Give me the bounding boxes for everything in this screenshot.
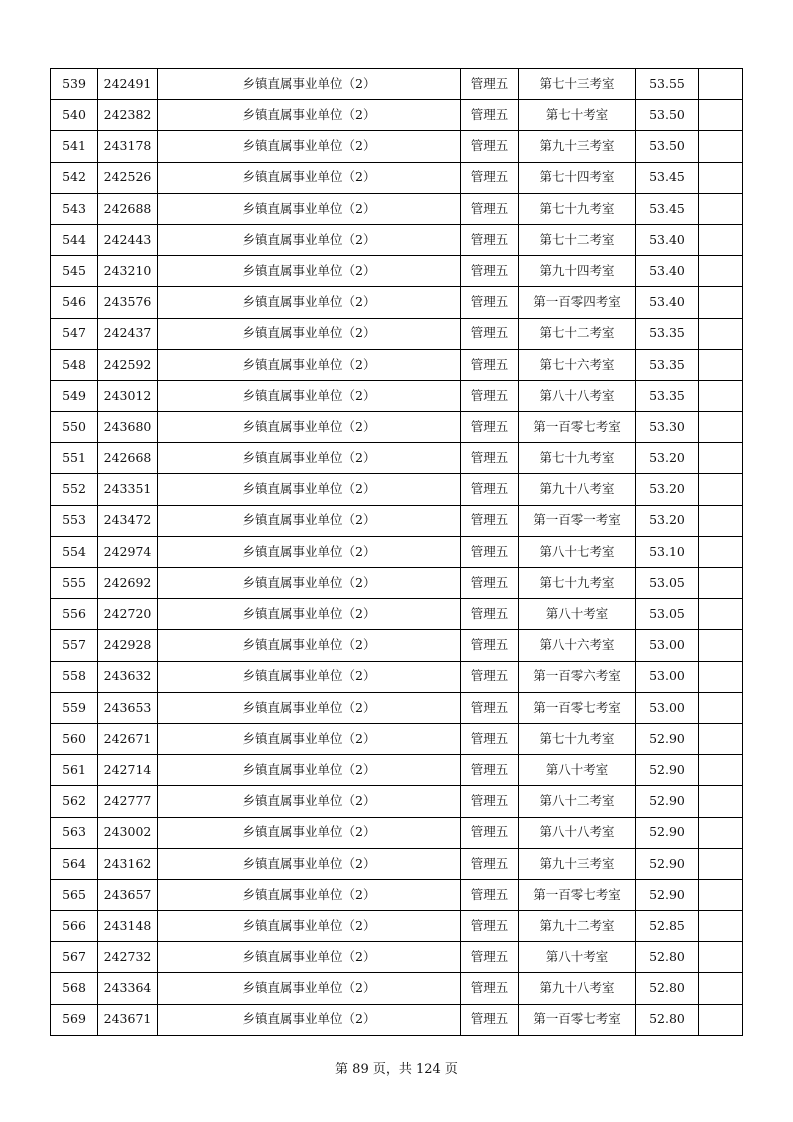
cell-score: 53.05 (636, 568, 699, 599)
cell-serial-number: 565 (51, 879, 98, 910)
table-row (51, 942, 743, 973)
cell-unit: 乡镇直属事业单位（2） (158, 318, 461, 349)
table-row (51, 131, 743, 162)
cell-score: 52.80 (636, 973, 699, 1004)
cell-exam-room: 第七十三考室 (519, 69, 636, 100)
score-table-container (50, 68, 743, 1036)
cell-serial-number: 550 (51, 412, 98, 443)
table-row (51, 256, 743, 287)
cell-serial-number: 548 (51, 349, 98, 380)
cell-exam-id: 243210 (98, 256, 158, 287)
cell-note (699, 443, 743, 474)
cell-score: 53.40 (636, 224, 699, 255)
cell-serial-number: 569 (51, 1004, 98, 1035)
cell-exam-room: 第九十三考室 (519, 131, 636, 162)
cell-unit: 乡镇直属事业单位（2） (158, 412, 461, 443)
cell-position: 管理五 (461, 536, 519, 567)
cell-exam-id: 242974 (98, 536, 158, 567)
cell-note (699, 723, 743, 754)
cell-unit: 乡镇直属事业单位（2） (158, 100, 461, 131)
cell-serial-number: 546 (51, 287, 98, 318)
cell-exam-room: 第一百零六考室 (519, 661, 636, 692)
cell-serial-number: 554 (51, 536, 98, 567)
cell-exam-room: 第八十七考室 (519, 536, 636, 567)
cell-exam-room: 第八十考室 (519, 942, 636, 973)
cell-position: 管理五 (461, 755, 519, 786)
cell-note (699, 786, 743, 817)
cell-position: 管理五 (461, 1004, 519, 1035)
cell-serial-number: 541 (51, 131, 98, 162)
cell-serial-number: 551 (51, 443, 98, 474)
cell-score: 52.90 (636, 848, 699, 879)
cell-serial-number: 552 (51, 474, 98, 505)
cell-note (699, 817, 743, 848)
cell-exam-id: 242671 (98, 723, 158, 754)
cell-unit: 乡镇直属事业单位（2） (158, 630, 461, 661)
cell-score: 53.50 (636, 131, 699, 162)
table-row (51, 193, 743, 224)
cell-exam-id: 242668 (98, 443, 158, 474)
cell-exam-id: 243148 (98, 911, 158, 942)
cell-exam-room: 第一百零七考室 (519, 692, 636, 723)
cell-score: 53.20 (636, 474, 699, 505)
cell-exam-room: 第八十二考室 (519, 786, 636, 817)
cell-score: 53.45 (636, 162, 699, 193)
cell-score: 52.80 (636, 1004, 699, 1035)
cell-exam-id: 242692 (98, 568, 158, 599)
cell-position: 管理五 (461, 848, 519, 879)
cell-serial-number: 558 (51, 661, 98, 692)
table-row (51, 287, 743, 318)
cell-note (699, 224, 743, 255)
cell-score: 53.50 (636, 100, 699, 131)
table-row (51, 380, 743, 411)
cell-position: 管理五 (461, 443, 519, 474)
cell-exam-room: 第七十四考室 (519, 162, 636, 193)
table-row (51, 162, 743, 193)
cell-score: 53.20 (636, 505, 699, 536)
cell-serial-number: 567 (51, 942, 98, 973)
cell-position: 管理五 (461, 786, 519, 817)
cell-exam-id: 243351 (98, 474, 158, 505)
cell-exam-room: 第七十二考室 (519, 318, 636, 349)
cell-position: 管理五 (461, 287, 519, 318)
cell-position: 管理五 (461, 256, 519, 287)
cell-position: 管理五 (461, 474, 519, 505)
cell-score: 52.90 (636, 755, 699, 786)
cell-exam-id: 242437 (98, 318, 158, 349)
cell-exam-id: 243364 (98, 973, 158, 1004)
cell-serial-number: 561 (51, 755, 98, 786)
cell-exam-room: 第八十八考室 (519, 817, 636, 848)
table-row (51, 786, 743, 817)
cell-score: 52.90 (636, 817, 699, 848)
cell-exam-id: 243178 (98, 131, 158, 162)
cell-serial-number: 540 (51, 100, 98, 131)
cell-position: 管理五 (461, 162, 519, 193)
cell-note (699, 256, 743, 287)
cell-exam-room: 第九十八考室 (519, 474, 636, 505)
cell-unit: 乡镇直属事业单位（2） (158, 755, 461, 786)
cell-exam-room: 第八十八考室 (519, 380, 636, 411)
cell-position: 管理五 (461, 349, 519, 380)
cell-unit: 乡镇直属事业单位（2） (158, 349, 461, 380)
cell-position: 管理五 (461, 879, 519, 910)
cell-exam-room: 第七十六考室 (519, 349, 636, 380)
cell-note (699, 630, 743, 661)
cell-note (699, 131, 743, 162)
table-row (51, 505, 743, 536)
cell-serial-number: 543 (51, 193, 98, 224)
cell-position: 管理五 (461, 412, 519, 443)
cell-serial-number: 555 (51, 568, 98, 599)
table-row (51, 568, 743, 599)
cell-unit: 乡镇直属事业单位（2） (158, 1004, 461, 1035)
cell-score: 52.80 (636, 942, 699, 973)
cell-exam-id: 243680 (98, 412, 158, 443)
cell-exam-id: 242526 (98, 162, 158, 193)
cell-exam-id: 242777 (98, 786, 158, 817)
page-footer: 第 89 页，共 124 页 (335, 1062, 458, 1077)
cell-unit: 乡镇直属事业单位（2） (158, 723, 461, 754)
cell-score: 53.05 (636, 599, 699, 630)
cell-position: 管理五 (461, 193, 519, 224)
cell-position: 管理五 (461, 505, 519, 536)
cell-exam-id: 242732 (98, 942, 158, 973)
cell-note (699, 942, 743, 973)
cell-position: 管理五 (461, 568, 519, 599)
cell-unit: 乡镇直属事业单位（2） (158, 193, 461, 224)
table-row (51, 817, 743, 848)
cell-score: 53.10 (636, 536, 699, 567)
cell-unit: 乡镇直属事业单位（2） (158, 786, 461, 817)
cell-serial-number: 559 (51, 692, 98, 723)
table-row (51, 848, 743, 879)
cell-exam-room: 第九十三考室 (519, 848, 636, 879)
cell-exam-id: 243162 (98, 848, 158, 879)
table-body (51, 69, 743, 1036)
cell-serial-number: 563 (51, 817, 98, 848)
cell-note (699, 287, 743, 318)
cell-exam-id: 243472 (98, 505, 158, 536)
table-row (51, 723, 743, 754)
cell-unit: 乡镇直属事业单位（2） (158, 536, 461, 567)
cell-unit: 乡镇直属事业单位（2） (158, 568, 461, 599)
table-row (51, 349, 743, 380)
table-row (51, 318, 743, 349)
cell-unit: 乡镇直属事业单位（2） (158, 380, 461, 411)
cell-exam-id: 243012 (98, 380, 158, 411)
cell-score: 53.40 (636, 256, 699, 287)
cell-unit: 乡镇直属事业单位（2） (158, 224, 461, 255)
cell-exam-room: 第七十二考室 (519, 224, 636, 255)
cell-exam-room: 第七十九考室 (519, 193, 636, 224)
cell-position: 管理五 (461, 817, 519, 848)
cell-exam-id: 242443 (98, 224, 158, 255)
cell-note (699, 1004, 743, 1035)
cell-score: 52.90 (636, 879, 699, 910)
score-table (50, 68, 743, 1036)
cell-position: 管理五 (461, 69, 519, 100)
cell-unit: 乡镇直属事业单位（2） (158, 599, 461, 630)
cell-note (699, 69, 743, 100)
cell-note (699, 536, 743, 567)
table-row (51, 1004, 743, 1035)
cell-exam-room: 第一百零七考室 (519, 879, 636, 910)
cell-unit: 乡镇直属事业单位（2） (158, 474, 461, 505)
cell-exam-id: 243653 (98, 692, 158, 723)
table-row (51, 443, 743, 474)
cell-exam-room: 第八十六考室 (519, 630, 636, 661)
cell-unit: 乡镇直属事业单位（2） (158, 287, 461, 318)
table-row (51, 69, 743, 100)
cell-exam-room: 第一百零四考室 (519, 287, 636, 318)
cell-exam-id: 242382 (98, 100, 158, 131)
table-row (51, 630, 743, 661)
cell-unit: 乡镇直属事业单位（2） (158, 131, 461, 162)
cell-unit: 乡镇直属事业单位（2） (158, 661, 461, 692)
cell-exam-id: 242928 (98, 630, 158, 661)
cell-exam-room: 第七十考室 (519, 100, 636, 131)
cell-position: 管理五 (461, 661, 519, 692)
cell-position: 管理五 (461, 942, 519, 973)
cell-score: 52.90 (636, 786, 699, 817)
cell-position: 管理五 (461, 599, 519, 630)
table-row (51, 692, 743, 723)
cell-serial-number: 566 (51, 911, 98, 942)
cell-exam-id: 243576 (98, 287, 158, 318)
cell-position: 管理五 (461, 723, 519, 754)
cell-score: 53.55 (636, 69, 699, 100)
cell-score: 53.30 (636, 412, 699, 443)
cell-exam-id: 242720 (98, 599, 158, 630)
cell-serial-number: 560 (51, 723, 98, 754)
cell-score: 53.40 (636, 287, 699, 318)
cell-unit: 乡镇直属事业单位（2） (158, 505, 461, 536)
cell-score: 53.00 (636, 692, 699, 723)
cell-exam-room: 第九十四考室 (519, 256, 636, 287)
cell-exam-room: 第一百零一考室 (519, 505, 636, 536)
table-row (51, 661, 743, 692)
table-row (51, 911, 743, 942)
table-row (51, 224, 743, 255)
cell-unit: 乡镇直属事业单位（2） (158, 879, 461, 910)
cell-note (699, 755, 743, 786)
cell-exam-room: 第七十九考室 (519, 443, 636, 474)
cell-score: 53.35 (636, 318, 699, 349)
cell-exam-id: 243002 (98, 817, 158, 848)
cell-score: 53.00 (636, 661, 699, 692)
cell-note (699, 911, 743, 942)
cell-position: 管理五 (461, 318, 519, 349)
cell-score: 53.45 (636, 193, 699, 224)
cell-note (699, 661, 743, 692)
cell-unit: 乡镇直属事业单位（2） (158, 69, 461, 100)
table-row (51, 599, 743, 630)
cell-note (699, 193, 743, 224)
cell-exam-id: 243657 (98, 879, 158, 910)
cell-note (699, 349, 743, 380)
table-row (51, 973, 743, 1004)
cell-exam-room: 第一百零七考室 (519, 412, 636, 443)
cell-unit: 乡镇直属事业单位（2） (158, 692, 461, 723)
cell-unit: 乡镇直属事业单位（2） (158, 848, 461, 879)
cell-unit: 乡镇直属事业单位（2） (158, 911, 461, 942)
cell-unit: 乡镇直属事业单位（2） (158, 973, 461, 1004)
cell-exam-id: 243632 (98, 661, 158, 692)
cell-note (699, 973, 743, 1004)
cell-position: 管理五 (461, 224, 519, 255)
cell-serial-number: 544 (51, 224, 98, 255)
cell-exam-id: 242688 (98, 193, 158, 224)
cell-unit: 乡镇直属事业单位（2） (158, 256, 461, 287)
cell-note (699, 879, 743, 910)
cell-exam-id: 242714 (98, 755, 158, 786)
cell-position: 管理五 (461, 692, 519, 723)
cell-score: 53.20 (636, 443, 699, 474)
cell-serial-number: 539 (51, 69, 98, 100)
cell-exam-room: 第七十九考室 (519, 568, 636, 599)
cell-position: 管理五 (461, 630, 519, 661)
cell-position: 管理五 (461, 100, 519, 131)
cell-note (699, 412, 743, 443)
cell-unit: 乡镇直属事业单位（2） (158, 443, 461, 474)
cell-note (699, 100, 743, 131)
table-row (51, 755, 743, 786)
cell-note (699, 692, 743, 723)
cell-note (699, 505, 743, 536)
cell-serial-number: 542 (51, 162, 98, 193)
cell-note (699, 380, 743, 411)
cell-unit: 乡镇直属事业单位（2） (158, 817, 461, 848)
cell-serial-number: 557 (51, 630, 98, 661)
cell-score: 52.85 (636, 911, 699, 942)
table-row (51, 879, 743, 910)
cell-score: 53.35 (636, 349, 699, 380)
cell-exam-room: 第九十八考室 (519, 973, 636, 1004)
cell-position: 管理五 (461, 131, 519, 162)
cell-note (699, 318, 743, 349)
cell-position: 管理五 (461, 380, 519, 411)
cell-serial-number: 549 (51, 380, 98, 411)
cell-serial-number: 562 (51, 786, 98, 817)
cell-position: 管理五 (461, 973, 519, 1004)
cell-exam-room: 第一百零七考室 (519, 1004, 636, 1035)
cell-serial-number: 556 (51, 599, 98, 630)
cell-exam-id: 242592 (98, 349, 158, 380)
cell-serial-number: 545 (51, 256, 98, 287)
cell-note (699, 599, 743, 630)
cell-serial-number: 564 (51, 848, 98, 879)
cell-score: 52.90 (636, 723, 699, 754)
cell-exam-room: 第九十二考室 (519, 911, 636, 942)
table-row (51, 536, 743, 567)
table-row (51, 412, 743, 443)
cell-serial-number: 547 (51, 318, 98, 349)
cell-exam-room: 第八十考室 (519, 599, 636, 630)
cell-note (699, 162, 743, 193)
cell-serial-number: 553 (51, 505, 98, 536)
cell-note (699, 568, 743, 599)
table-row (51, 100, 743, 131)
cell-unit: 乡镇直属事业单位（2） (158, 162, 461, 193)
cell-exam-room: 第七十九考室 (519, 723, 636, 754)
cell-exam-id: 243671 (98, 1004, 158, 1035)
cell-position: 管理五 (461, 911, 519, 942)
cell-score: 53.00 (636, 630, 699, 661)
table-row (51, 474, 743, 505)
cell-score: 53.35 (636, 380, 699, 411)
cell-note (699, 474, 743, 505)
cell-exam-room: 第八十考室 (519, 755, 636, 786)
cell-unit: 乡镇直属事业单位（2） (158, 942, 461, 973)
cell-note (699, 848, 743, 879)
cell-exam-id: 242491 (98, 69, 158, 100)
cell-serial-number: 568 (51, 973, 98, 1004)
